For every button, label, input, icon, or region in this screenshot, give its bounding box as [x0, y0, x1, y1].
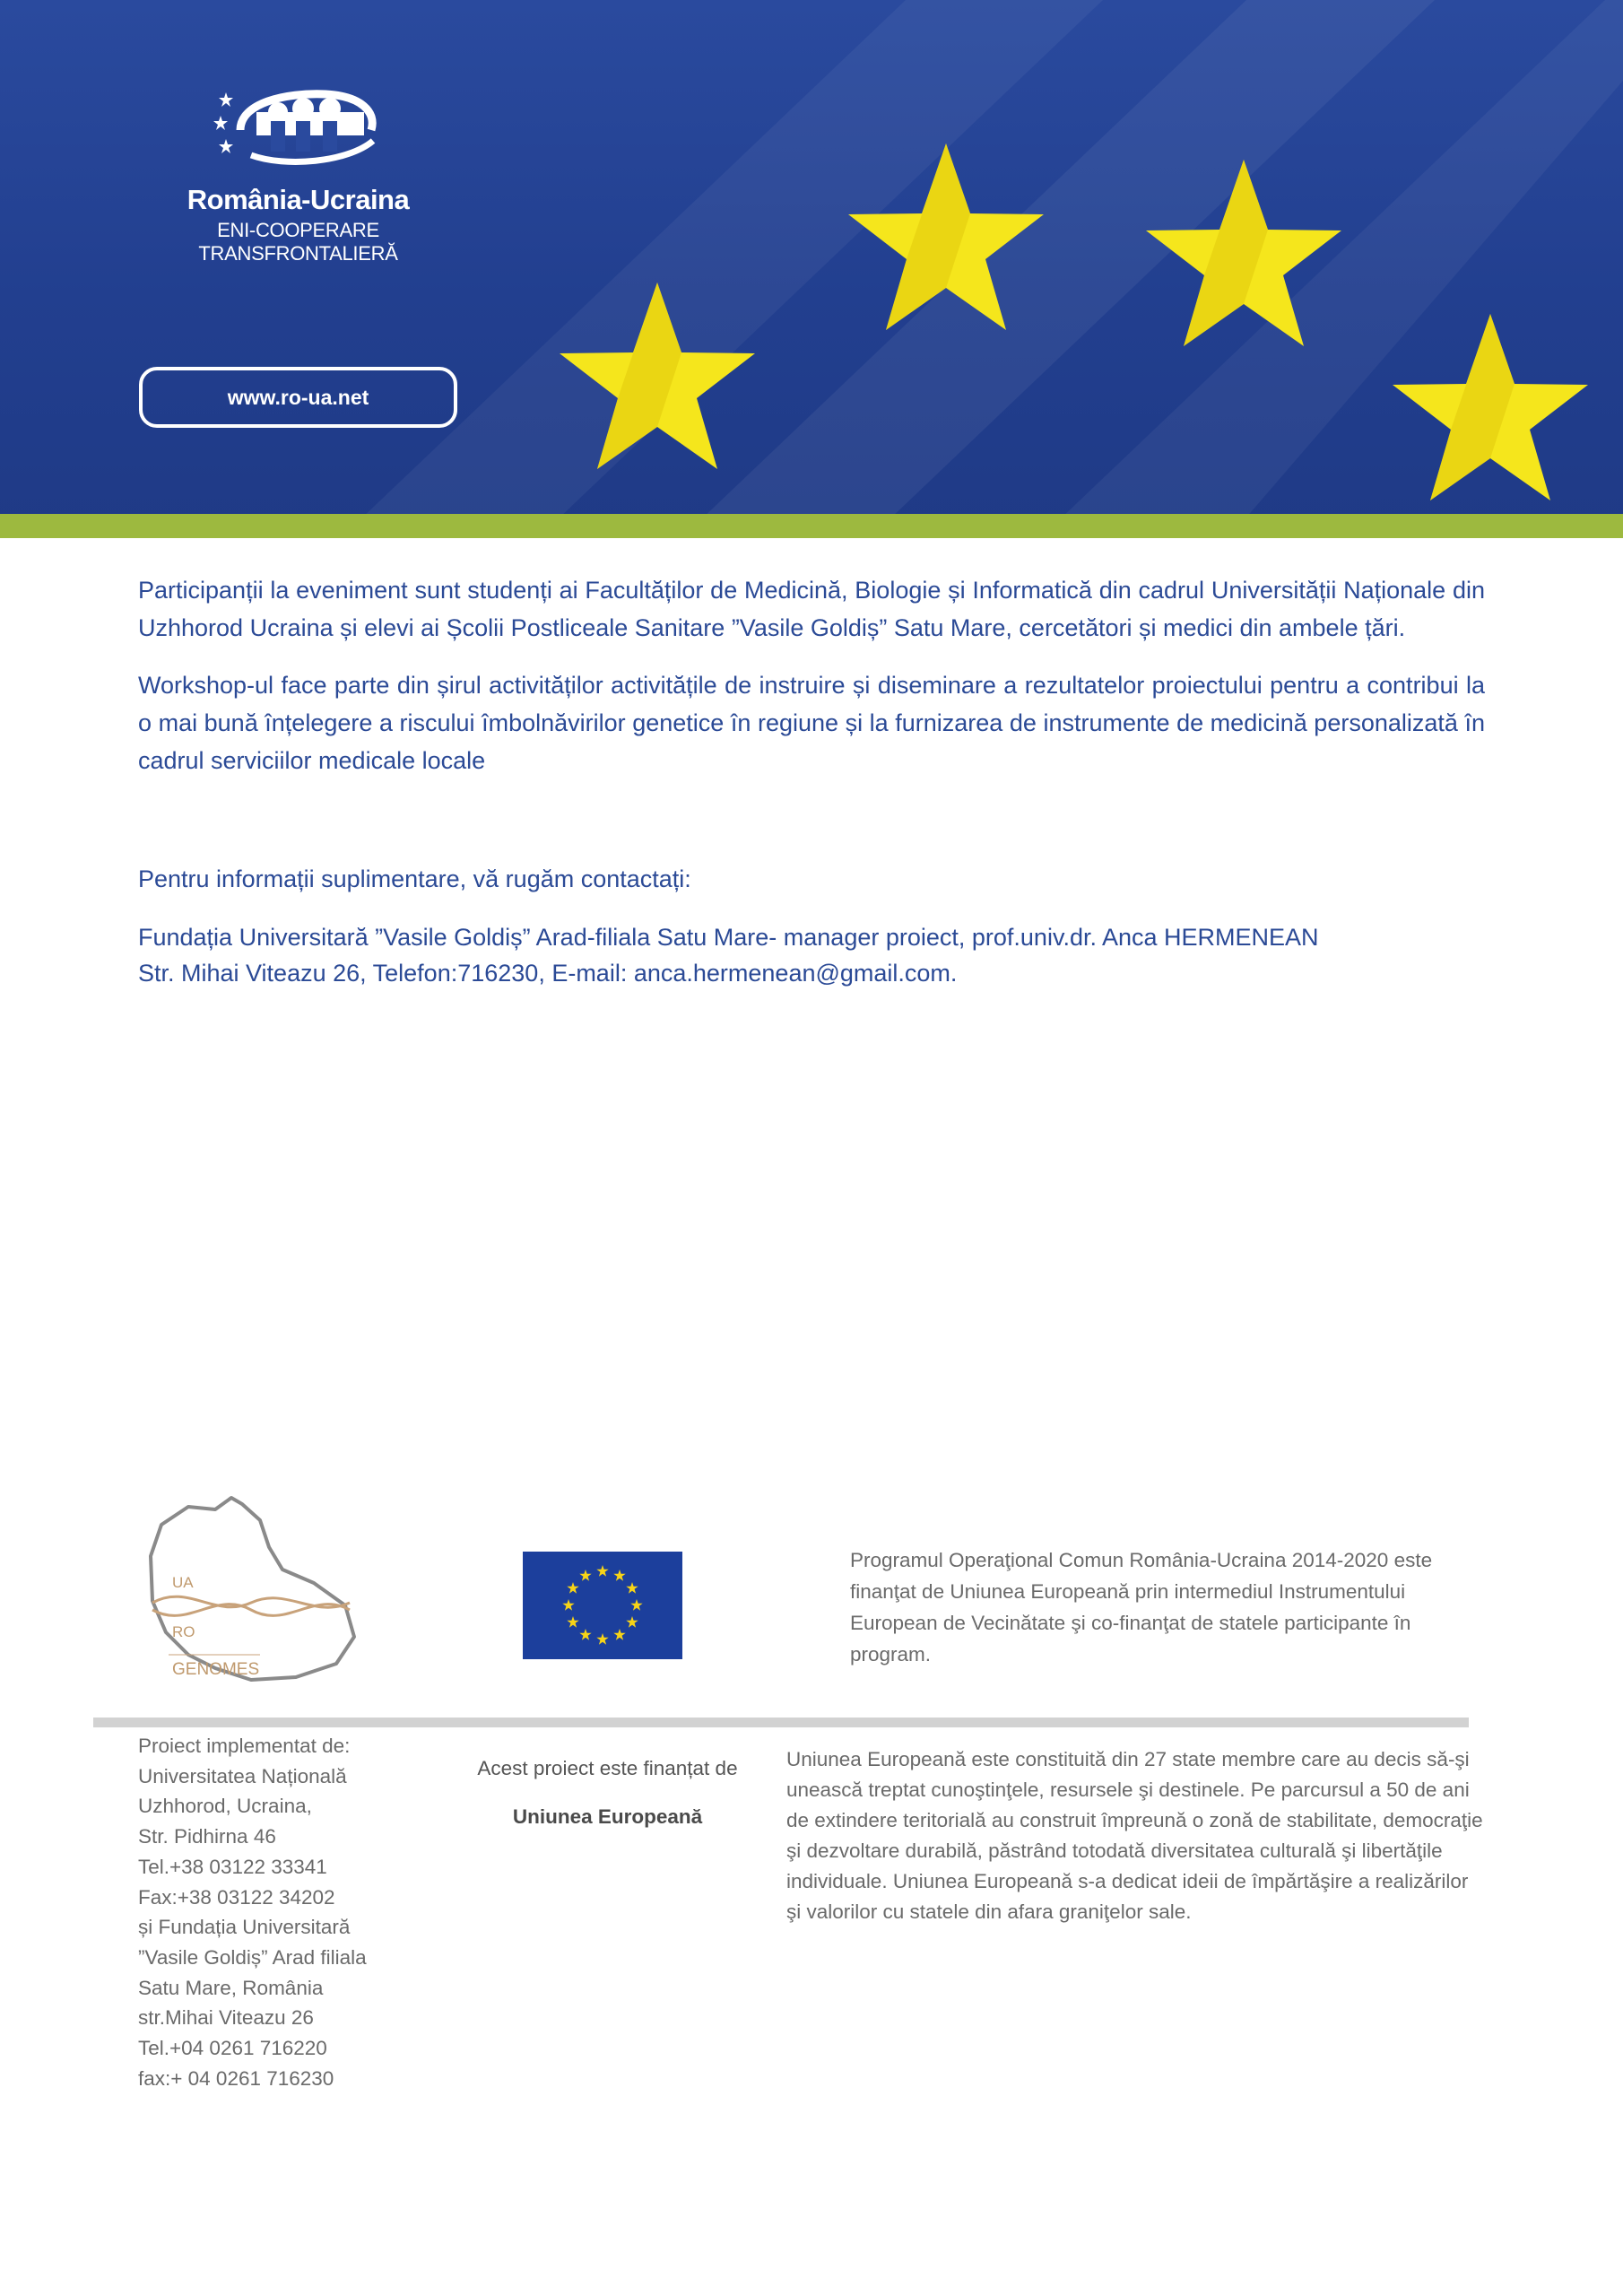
green-divider-strip [0, 514, 1623, 538]
implementation-line: Universitatea Națională [138, 1764, 347, 1787]
contact-address: Str. Mihai Viteazu 26, Telefon:716230, E-mail: anca.hermenean@gmail.com. [138, 960, 958, 987]
footer-divider [93, 1718, 1469, 1727]
funded-by-label: Acest proiect este finanțat de [477, 1757, 738, 1779]
program-logo-icon [213, 85, 384, 170]
website-link[interactable]: www.ro-ua.net [139, 367, 457, 428]
participants-paragraph: Participanții la eveniment sunt studenți ai Facultăților de Medicină, Biologie și Informatică din cadrul Universității Naționale din Uzhhorod Ucraina și elevi ai Școlii Postliceale Sanitare ”Vasile Goldiș” Satu Mare, cercetători și medici din ambele țări. [138, 577, 1485, 641]
star-icon [1393, 314, 1588, 500]
funding-notice [453, 1753, 762, 1829]
implementation-line: Str. Pidhirna 46 [138, 1825, 276, 1848]
implementation-line: Proiect implementat de: [138, 1735, 351, 1757]
implementation-line: Fax:+38 03122 34202 [138, 1885, 335, 1909]
implementation-line: fax:+ 04 0261 716230 [138, 2066, 334, 2090]
ua-ro-genomes-logo [135, 1484, 368, 1691]
implementation-line: Satu Mare, România [138, 1976, 324, 1999]
funder-name: Uniunea Europeană [512, 1805, 703, 1828]
genomes-logo-ua: UA [172, 1574, 194, 1591]
eu-stars-icon [523, 1552, 682, 1659]
implementation-line: Tel.+04 0261 716220 [138, 2037, 327, 2060]
contact-organization: Fundația Universitară ”Vasile Goldiș” Arad-filiala Satu Mare- manager proiect, prof.univ.dr. Anca HERMENEAN [138, 924, 1319, 951]
program-logo-title: România-Ucraina [187, 184, 410, 215]
implementation-line: și Fundația Universitară [138, 1916, 351, 1939]
program-logo-subtitle: ENI-COOPERARE TRANSFRONTALIERĂ [198, 219, 398, 265]
implementation-line: Tel.+38 03122 33341 [138, 1855, 327, 1878]
implementation-details [138, 1731, 425, 2093]
workshop-paragraph: Workshop-ul face parte din șirul activităților activitățile de instruire și diseminare a rezultatelor proiectului pentru a contribui la o mai bună înțelegere a riscului îmbolnăvirilor genetice în regiune și la furnizarea de instrumente de medicină personalizată în cadrul serviciilor medicale locale [138, 672, 1485, 774]
contact-intro: Pentru informații suplimentare, vă rugăm contactați: [138, 865, 691, 892]
eu-description: Uniunea Europeană este constituită din 27 state membre care au decis să-şi unească treptat cunoştinţele, resursele şi destinele. Pe parcursul a 50 de ani de extindere teritorială au construit împreună o zonă de stabilitate, democraţie şi dezvoltare durabilă, păstrând totodată diversitatea culturală şi libertăţile individuale. Uniunea Europeană s-a dedicat ideii de împărtăşire a realizărilor şi valorilor cu statele din afara graniţelor sale. [786, 1748, 1483, 1923]
implementation-line: Uzhhorod, Ucraina, [138, 1795, 312, 1818]
genomes-logo-text: GENOMES [172, 1660, 260, 1679]
header-banner [0, 0, 1623, 538]
implementation-line: str.Mihai Viteazu 26 [138, 2006, 314, 2030]
program-funding-text: Programul Operaţional Comun România-Ucraina 2014-2020 este finanţat de Uniunea Europeană prin intermediul Instrumentului European de Vecinătate şi co-finanţat de statele participante în program. [850, 1549, 1433, 1665]
eu-flag [523, 1552, 682, 1659]
banner-graphic [0, 0, 1623, 538]
implementation-line: ”Vasile Goldiș” Arad filiala [138, 1945, 367, 1969]
genomes-logo-ro: RO [172, 1623, 195, 1640]
